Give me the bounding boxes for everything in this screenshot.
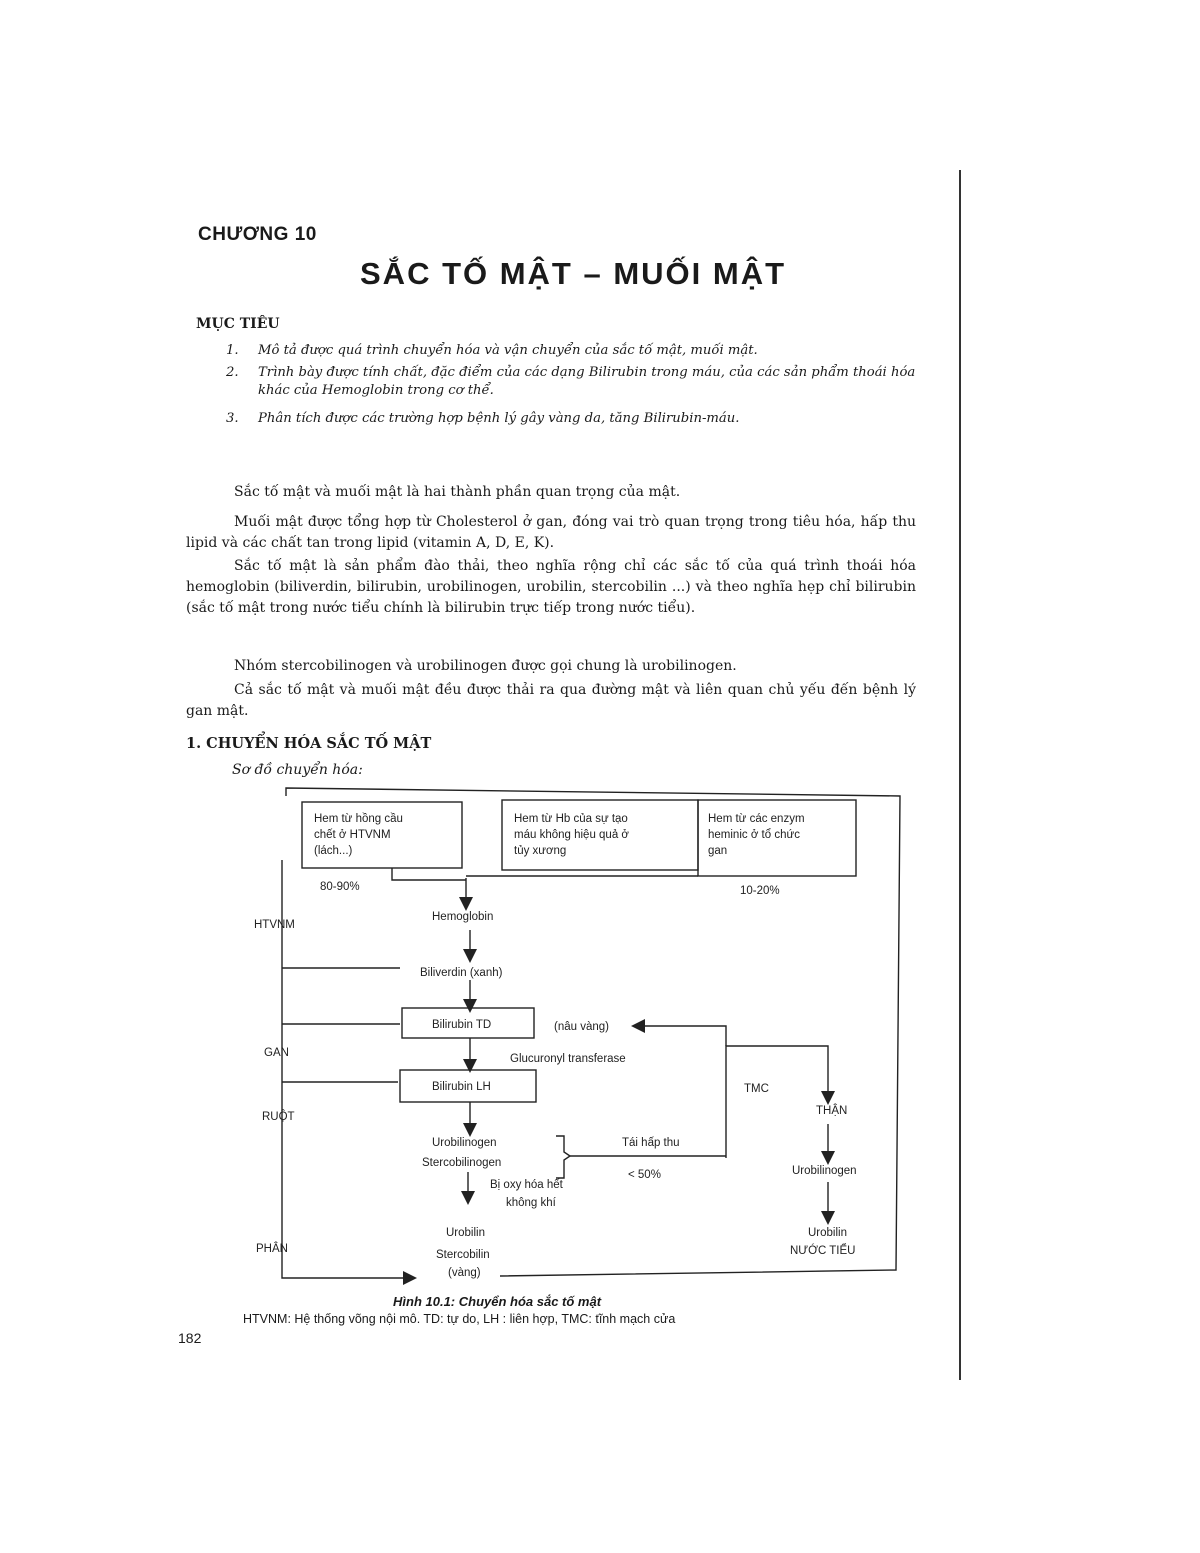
objective-item-3 [226,410,926,428]
paragraph-1: Sắc tố mật và muối mật là hai thành phần quan trọng của mật. [234,484,681,500]
chapter-label: CHƯƠNG 10 [198,224,317,245]
paragraph-5: Cả sắc tố mật và muối mật đều được thải ra qua đường mật và liên quan chủ yếu đến bệnh lý gan mật. [186,682,916,719]
stercobilin-label: Stercobilin [436,1249,490,1261]
objective-text: Mô tả được quá trình chuyển hóa và vận chuyển của sắc tố mật, muối mật. [258,343,758,358]
box2-line1: Hem từ Hb của sự tạo [514,813,628,825]
objective-number: 3. [226,411,239,426]
oxy-hoa-line2: không khí [506,1197,556,1209]
lt50-label: < 50% [628,1169,661,1181]
hemoglobin-label: Hemoglobin [432,911,494,923]
vang-label: (vàng) [448,1267,481,1279]
bile-pigment-metabolism-diagram [240,780,920,1292]
bilirubin-td-label: Bilirubin TD [432,1019,492,1031]
objective-number: 1. [226,343,239,358]
nuoc-tieu-label: NƯỚC TIỂU [790,1245,856,1257]
box2-line2: máu không hiệu quả ở [514,829,629,841]
box1-line1: Hem từ hồng cầu [314,813,403,825]
objective-item-2 [226,364,926,400]
outer-frame-left [282,860,410,1278]
box1-line2: chết ở HTVNM [314,829,391,841]
nau-vang-label: (nâu vàng) [554,1021,609,1033]
paragraph-3: Sắc tố mật là sản phẩm đào thải, theo nghĩa rộng chỉ các sắc tố của quá trình thoái hóa hemoglobin (biliverdin, bilirubin, urobilinogen, urobilin, stercobilin ...) và theo nghĩa hẹp chỉ bilirubin (sắc tố mật trong nước tiểu chính là bilirubin trực tiếp trong nước tiểu). [186,558,916,616]
page-title: SẮC TỐ MẬT – MUỐI MẬT [360,256,787,291]
oxy-hoa-line1: Bị oxy hóa hết [490,1179,563,1191]
urobilinogen-label: Urobilinogen [432,1137,497,1149]
htvnm-label: HTVNM [254,919,295,931]
gan-label: GAN [264,1047,289,1059]
diagram-intro: Sơ đồ chuyển hóa: [232,762,363,778]
urobilin-right-label: Urobilin [808,1227,847,1239]
page-number: 182 [178,1330,202,1346]
box3-line1: Hem từ các enzym [708,813,805,825]
urobilinogen-right-label: Urobilinogen [792,1165,857,1177]
brace [556,1136,570,1178]
percent-right: 10-20% [740,885,780,897]
figure-caption: Hình 10.1: Chuyển hóa sắc tố mật [393,1294,602,1309]
tmc-label: TMC [744,1083,769,1095]
tmc-to-than-line [726,1046,828,1158]
objective-number: 2. [226,365,239,380]
phan-label: PHÂN [256,1243,288,1255]
box2-line3: tủy xương [514,845,567,857]
box1-line3: (lách...) [314,845,353,857]
objective-item-1 [226,342,926,360]
box3-line2: heminic ở tổ chức [708,829,800,841]
percent-left: 80-90% [320,881,360,893]
figure-abbreviations: HTVNM: Hệ thống võng nội mô. TD: tự do, LH : liên hợp, TMC: tĩnh mạch cửa [243,1312,676,1326]
paragraph-2: Muối mật được tổng hợp từ Cholesterol ở gan, đóng vai trò quan trọng trong tiêu hóa, hấp thu lipid và các chất tan trong lipid (vitamin A, D, E, K). [186,514,916,551]
tai-hap-thu-label: Tái hấp thu [622,1137,680,1149]
biliverdin-label: Biliverdin (xanh) [420,967,503,979]
page-edge-line [959,170,961,1380]
than-label: THẬN [816,1105,848,1117]
bilirubin-lh-label: Bilirubin LH [432,1081,491,1093]
urobilin-label: Urobilin [446,1227,485,1239]
ruot-label: RUỘT [262,1111,295,1123]
objective-text: Phân tích được các trường hợp bệnh lý gây vàng da, tăng Bilirubin-máu. [258,411,740,426]
box3-line3: gan [708,845,728,857]
section-heading: 1. CHUYỂN HÓA SẮC TỐ MẬT [186,735,432,752]
tmc-to-bilirubin-line [638,1026,726,1046]
stercobilinogen-label: Stercobilinogen [422,1157,502,1169]
glucuronyl-label: Glucuronyl transferase [510,1053,626,1065]
paragraph-4: Nhóm stercobilinogen và urobilinogen được gọi chung là urobilinogen. [234,658,737,674]
merge-line-left [392,868,466,880]
objectives-heading: MỤC TIÊU [196,316,280,332]
objective-text: Trình bày được tính chất, đặc điểm của các dạng Bilirubin trong máu, của các sản phẩm thoái hóa khác của Hemoglobin trong cơ thể. [258,365,916,398]
